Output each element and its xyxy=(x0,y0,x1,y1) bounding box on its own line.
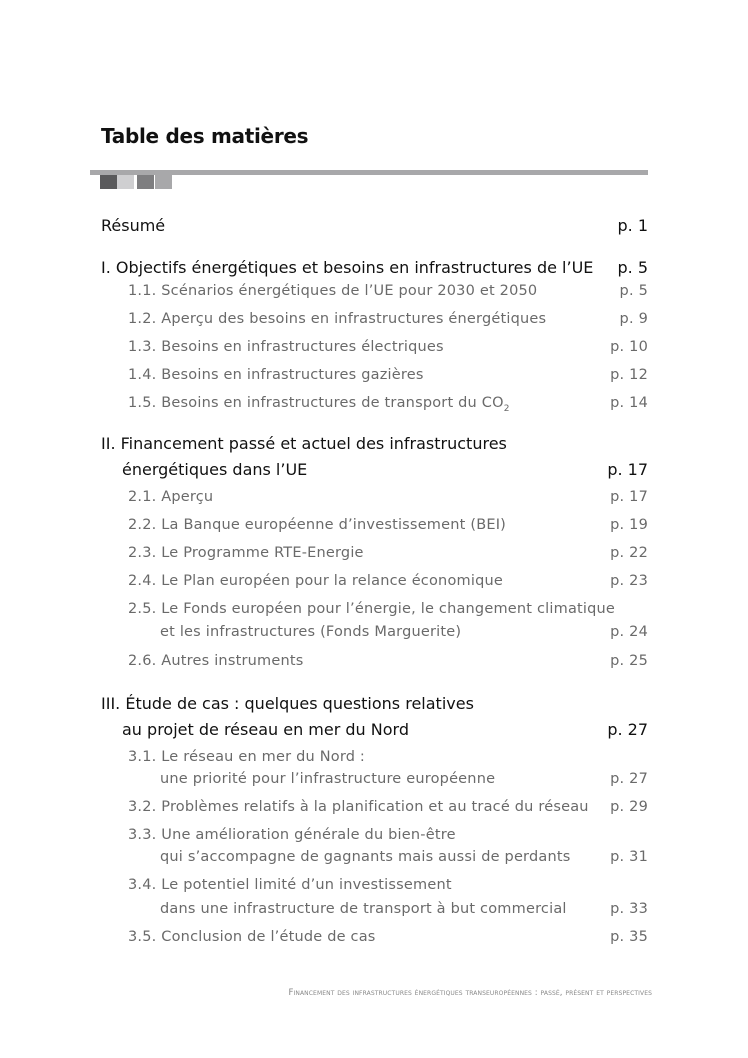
page-number: p. 1 xyxy=(617,216,648,235)
page-number: p. 25 xyxy=(610,653,648,669)
toc-entry-title: 2.5. Le Fonds européen pour l’énergie, le changement climatique xyxy=(128,601,616,617)
toc-entry-title: 2.6. Autres instruments xyxy=(128,653,304,669)
toc-entry-title: 2.3. Le Programme RTE-Energie xyxy=(128,545,364,561)
toc-entry-title: 1.3. Besoins en infrastructures électriques xyxy=(128,339,444,355)
toc-entry-title: 1.1. Scénarios énergétiques de l’UE pour 2030 et 2050 xyxy=(128,283,538,299)
toc-entry-title: 1.4. Besoins en infrastructures gazières xyxy=(128,367,424,383)
page-number: p. 27 xyxy=(607,720,648,739)
page-number: p. 5 xyxy=(617,258,648,277)
page-number: p. 23 xyxy=(610,573,648,589)
toc-entry-title: III. Étude de cas : quelques questions relatives xyxy=(101,694,474,713)
page-number: p. 35 xyxy=(610,929,648,945)
page-title: Table des matières xyxy=(101,124,309,148)
page-number: p. 29 xyxy=(610,799,648,815)
page-number: p. 24 xyxy=(610,624,648,640)
page-number: p. 9 xyxy=(619,311,648,327)
page-number: p. 22 xyxy=(610,545,648,561)
toc-entry-title: 2.1. Aperçu xyxy=(128,489,214,505)
toc-entry-title: dans une infrastructure de transport à but commercial xyxy=(160,901,567,917)
page-number: p. 31 xyxy=(610,849,648,865)
toc-entry-title: 3.1. Le réseau en mer du Nord : xyxy=(128,749,366,765)
page-number: p. 10 xyxy=(610,339,648,355)
toc-entry-title: II. Financement passé et actuel des infrastructures xyxy=(101,434,507,453)
toc-entry-title: 3.5. Conclusion de l’étude de cas xyxy=(128,929,376,945)
page-number: p. 33 xyxy=(610,901,648,917)
toc-entry-title: énergétiques dans l’UE xyxy=(122,460,308,479)
page-number: p. 27 xyxy=(610,771,648,787)
page-number: p. 14 xyxy=(610,395,648,411)
title-rule xyxy=(90,170,648,175)
toc-entry-title: qui s’accompagne de gagnants mais aussi de perdants xyxy=(160,849,571,865)
page-number: p. 17 xyxy=(610,489,648,505)
toc-entry-title: 1.2. Aperçu des besoins en infrastructures énergétiques xyxy=(128,311,547,327)
page-number: p. 19 xyxy=(610,517,648,533)
decor-square xyxy=(155,175,172,189)
toc-entry-title: et les infrastructures (Fonds Marguerite) xyxy=(160,624,462,640)
toc-entry-title: une priorité pour l’infrastructure européenne xyxy=(160,771,496,787)
decor-square xyxy=(117,175,134,189)
toc-entry-title: Résumé xyxy=(101,216,166,235)
decor-square xyxy=(137,175,154,189)
toc-entry-title: au projet de réseau en mer du Nord xyxy=(122,720,409,739)
subscript: 2 xyxy=(503,403,510,414)
toc-entry-title: 3.3. Une amélioration générale du bien-être xyxy=(128,827,456,843)
page-number: p. 5 xyxy=(619,283,648,299)
decor-square xyxy=(100,175,117,189)
running-footer: Financement des infrastructures énergétiques transeuropéennes : passé, présent et perspectives xyxy=(288,988,652,998)
toc-entry-title: I. Objectifs énergétiques et besoins en infrastructures de l’UE xyxy=(101,258,594,277)
page-number: p. 17 xyxy=(607,460,648,479)
toc-entry-title: 3.2. Problèmes relatifs à la planification et au tracé du réseau xyxy=(128,799,589,815)
toc-entry-title: 1.5. Besoins en infrastructures de transport du $CO_2$ xyxy=(128,395,510,414)
toc-entry-title: 3.4. Le potentiel limité d’un investissement xyxy=(128,877,452,893)
page-number: p. 12 xyxy=(610,367,648,383)
toc-entry-title: 2.2. La Banque européenne d’investissement (BEI) xyxy=(128,517,507,533)
toc-entry-title: 2.4. Le Plan européen pour la relance économique xyxy=(128,573,503,589)
